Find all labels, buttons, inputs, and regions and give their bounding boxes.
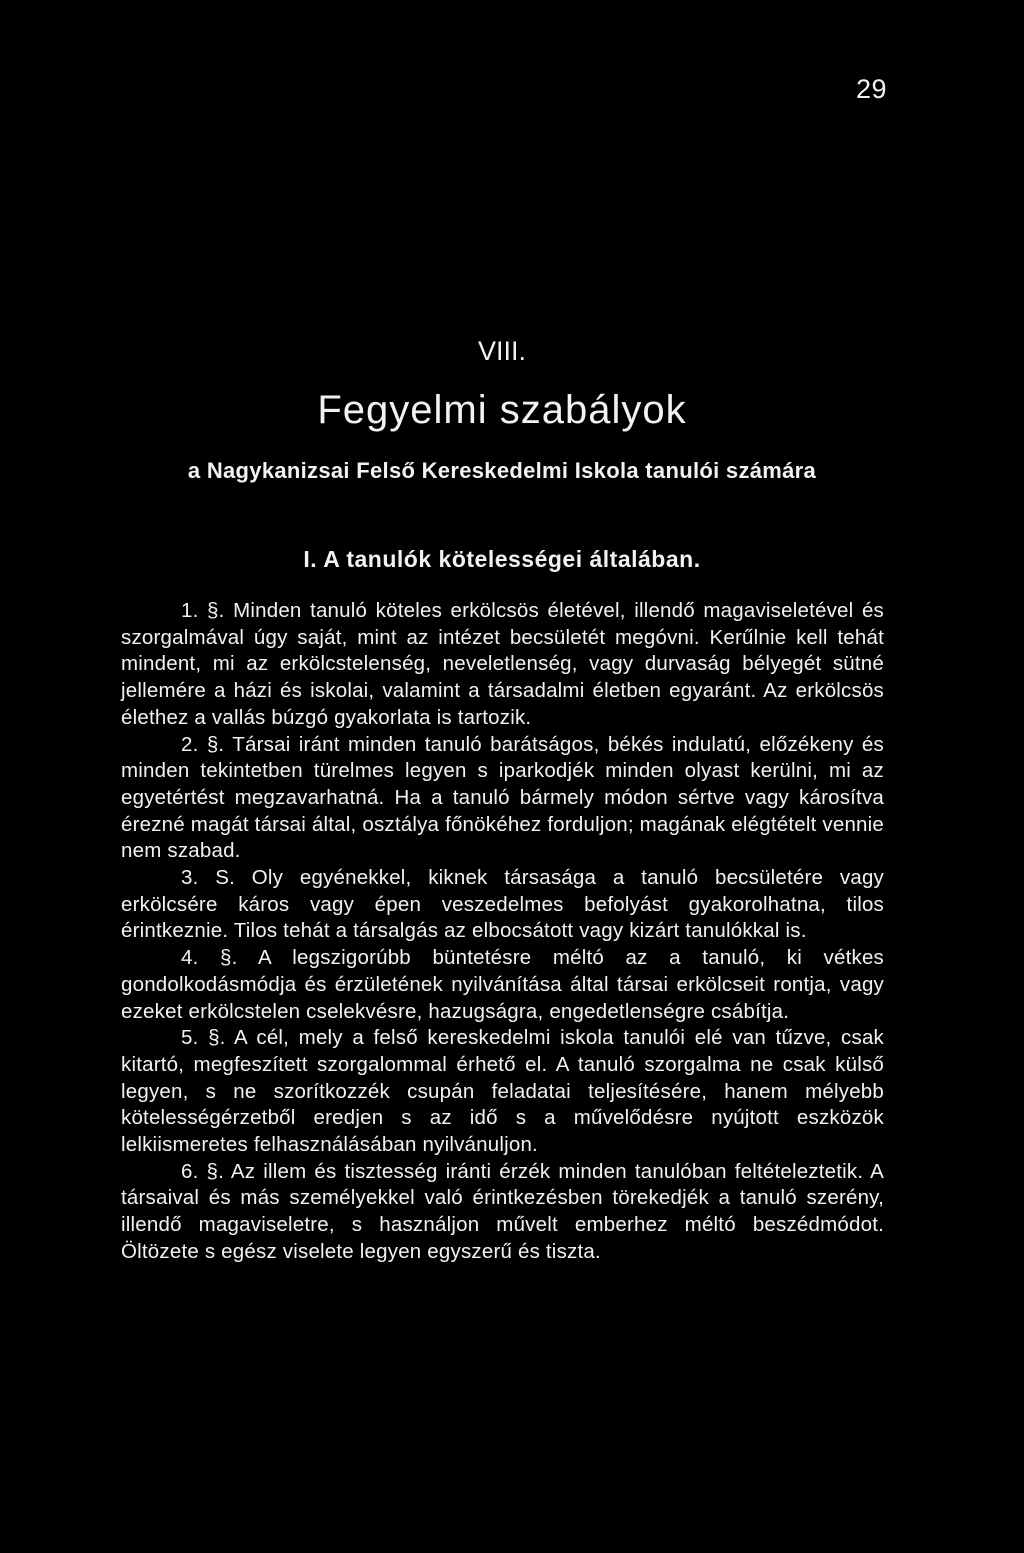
chapter-number: VIII.: [477, 336, 526, 366]
paragraph-4: 4. §. A legszigorúbb büntetésre méltó az a tanuló, ki vétkes gondolkodásmódja és érzületének nyilvánítása által társai erkölcseit rontja, vagy ezeket erkölcstelen cselekvésre, hazugságra, engedetlenségre csábítja.: [121, 946, 884, 1023]
page-title: Fegyelmi szabályok: [317, 388, 687, 432]
paragraph-2: 2. §. Társai iránt minden tanuló barátságos, békés indulatú, előzékeny és minden tekintetben türelmes legyen s iparkodjék minden olyast kerülni, mi az egyetértést megzavarhatná. Ha a tanuló bármely módon sértve vagy károsítva érezné magát társai által, osztálya főnökéhez forduljon; magának elégtételt vennie nem szabad.: [121, 732, 884, 863]
body-text: [121, 598, 884, 1266]
paragraph-6: 6. §. Az illem és tisztesség iránti érzék minden tanulóban feltételeztetik. A társaival és más személyekkel való érintkezésben törekedjék a tanuló szerény, illendő magaviseletre, s használjon művelt emberhez méltó beszédmódot. Öltözete s egész viselete legyen egyszerű és tiszta.: [121, 1159, 884, 1263]
paragraph-3: 3. S. Oly egyénekkel, kiknek társasága a tanuló becsületére vagy erkölcsére káros vagy épen veszedelmes befolyást gyakorolhatna, tilos érintkeznie. Tilos tehát a társalgás az elbocsátott vagy kizárt tanulókkal is.: [121, 866, 884, 943]
page-number: 29: [855, 74, 887, 104]
section-heading: I. A tanulók kötelességei általában.: [303, 546, 701, 572]
paragraph-5: 5. §. A cél, mely a felső kereskedelmi iskola tanulói elé van tűzve, csak kitartó, megfeszített szorgalommal érhető el. A tanuló szorgalma ne csak külső legyen, s ne szorítkozzék csupán feladatai teljesítésére, hanem mélyebb kötelességérzetből eredjen s az idő s a művelődésre nyújtott eszközök lelkiismeretes felhasználásában nyilvánuljon.: [121, 1026, 884, 1157]
subtitle: a Nagykanizsai Felső Kereskedelmi Iskola tanulói számára: [187, 458, 817, 483]
paragraph-1: 1. §. Minden tanuló köteles erkölcsös életével, illendő magaviseletével és szorgalmával úgy saját, mint az intézet becsületét megóvni. Kerűlnie kell tehát mindent, mi az erkölcstelenség, neveletlenség, vagy durvaság bélyegét sütné jellemére a házi és iskolai, valamint a társadalmi életben egyaránt. Az erkölcsös élethez a vallás búzgó gyakorlata is tartozik.: [121, 599, 884, 729]
